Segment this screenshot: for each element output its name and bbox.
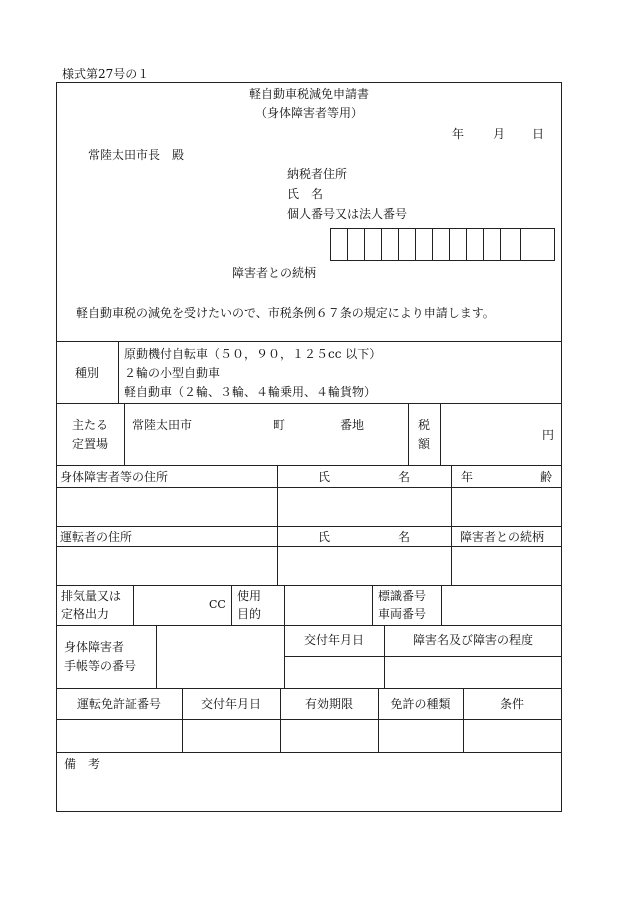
id-digit-box[interactable] (432, 228, 450, 260)
displacement-label-line1: 排気量又は (61, 589, 122, 603)
id-digit-box[interactable] (466, 228, 484, 260)
id-digit-box[interactable] (500, 228, 518, 260)
applicant-address-field[interactable] (355, 165, 555, 183)
frame-top (56, 82, 562, 83)
usage-label-line2: 目的 (237, 607, 262, 621)
driver-address-field[interactable] (58, 548, 275, 583)
usage-field[interactable] (286, 588, 370, 622)
handbook-number-field[interactable] (159, 628, 282, 685)
remarks-field[interactable] (58, 775, 559, 809)
frame-bottom (56, 811, 562, 812)
displacement-field[interactable] (136, 588, 206, 622)
handbook-label-line1: 身体障害者 (64, 640, 125, 654)
applicant-address-label: 納税者住所 (287, 167, 348, 181)
vehicle-type-option[interactable]: ２輪の小型自動車 (124, 366, 221, 380)
tax-label-line2: 額 (417, 437, 430, 451)
disability-label: 障害名及び障害の程度 (412, 633, 533, 647)
disabled-age-field[interactable] (453, 489, 559, 524)
license-issue-date-header: 交付年月日 (200, 697, 261, 711)
driver-address-label: 運転者の住所 (60, 530, 133, 544)
frame-right (561, 82, 562, 812)
relationship-label: 障害者との続柄 (232, 266, 317, 280)
applicant-name-label: 氏 名 (287, 187, 324, 201)
disabled-age-label-2: 齢 (540, 470, 553, 484)
displacement-label-line2: 定格出力 (61, 607, 110, 621)
applicant-name-field[interactable] (330, 185, 555, 203)
applicant-id-label: 個人番号又は法人番号 (287, 207, 408, 221)
disabled-address-label: 身体障害者等の住所 (60, 470, 169, 484)
location-city: 常陸太田市 (132, 418, 193, 432)
driver-relationship-label: 障害者との続柄 (460, 530, 545, 544)
id-digit-box[interactable] (415, 228, 433, 260)
id-digit-box[interactable] (347, 228, 365, 260)
addressee: 常陸太田市長 殿 (88, 148, 185, 162)
driver-name-label-1: 氏 (318, 530, 331, 544)
relationship-field[interactable] (330, 263, 555, 281)
license-issue-date-field[interactable] (184, 721, 278, 750)
driver-relationship-field[interactable] (453, 548, 559, 583)
tax-amount-field[interactable] (444, 408, 540, 460)
form-number: 様式第27号の１ (62, 67, 150, 81)
handbook-issue-date-field[interactable] (286, 658, 382, 686)
form-title: 軽自動車税減免申請書 (248, 87, 369, 101)
location-lot: 番地 (340, 418, 365, 432)
date-month-label: 月 (493, 127, 506, 141)
disabled-name-field[interactable] (279, 489, 449, 524)
disabled-address-field[interactable] (58, 489, 275, 524)
disability-field[interactable] (386, 658, 560, 686)
application-statement: 軽自動車税の減免を受けたいので、市税条例６７条の規定により申請します。 (76, 306, 495, 320)
remarks-label: 備 考 (64, 757, 101, 771)
tax-label-line1: 税 (417, 418, 430, 432)
vehicle-type-option[interactable]: 原動機付自転車（５０，９０，１２５cc 以下） (124, 347, 382, 361)
driver-name-field[interactable] (279, 548, 449, 583)
license-expiry-header: 有効期限 (304, 697, 353, 711)
location-town: 町 (273, 418, 286, 432)
id-digit-box[interactable] (330, 228, 348, 260)
handbook-label-line2: 手帳等の番号 (64, 659, 137, 673)
license-conditions-header: 条件 (499, 697, 524, 711)
license-conditions-field[interactable] (465, 721, 559, 750)
plate-number-field[interactable] (443, 588, 559, 622)
license-type-header: 免許の種類 (390, 697, 451, 711)
id-digit-box[interactable] (398, 228, 416, 260)
plate-number-label: 標識番号 (378, 589, 427, 603)
disabled-name-label-2: 名 (398, 470, 411, 484)
id-digit-box[interactable] (520, 228, 538, 260)
license-number-field[interactable] (58, 721, 180, 750)
chassis-number-label: 車両番号 (378, 607, 427, 621)
license-type-field[interactable] (380, 721, 461, 750)
vehicle-type-option[interactable]: 軽自動車（２輪、３輪、４輪乗用、４輪貨物） (124, 385, 377, 399)
id-digit-box[interactable] (449, 228, 467, 260)
form-subtitle: （身体障害者等用） (254, 106, 363, 120)
license-expiry-field[interactable] (282, 721, 376, 750)
handbook-issue-date-label: 交付年月日 (303, 633, 364, 647)
id-digit-box[interactable] (483, 228, 501, 260)
id-digit-box[interactable] (364, 228, 382, 260)
currency-unit: 円 (542, 428, 555, 442)
location-label-line1: 主たる (71, 418, 108, 432)
license-number-header: 運転免許証番号 (76, 697, 161, 711)
usage-label-line1: 使用 (237, 589, 262, 603)
displacement-unit: CC (209, 598, 226, 611)
id-digit-box[interactable] (381, 228, 399, 260)
date-day-label: 日 (532, 127, 545, 141)
location-label-line2: 定置場 (71, 437, 108, 451)
vehicle-type-label: 種別 (74, 366, 99, 380)
driver-name-label-2: 名 (398, 530, 411, 544)
disabled-age-label-1: 年 (461, 470, 474, 484)
disabled-name-label-1: 氏 (318, 470, 331, 484)
date-year-label: 年 (452, 127, 465, 141)
